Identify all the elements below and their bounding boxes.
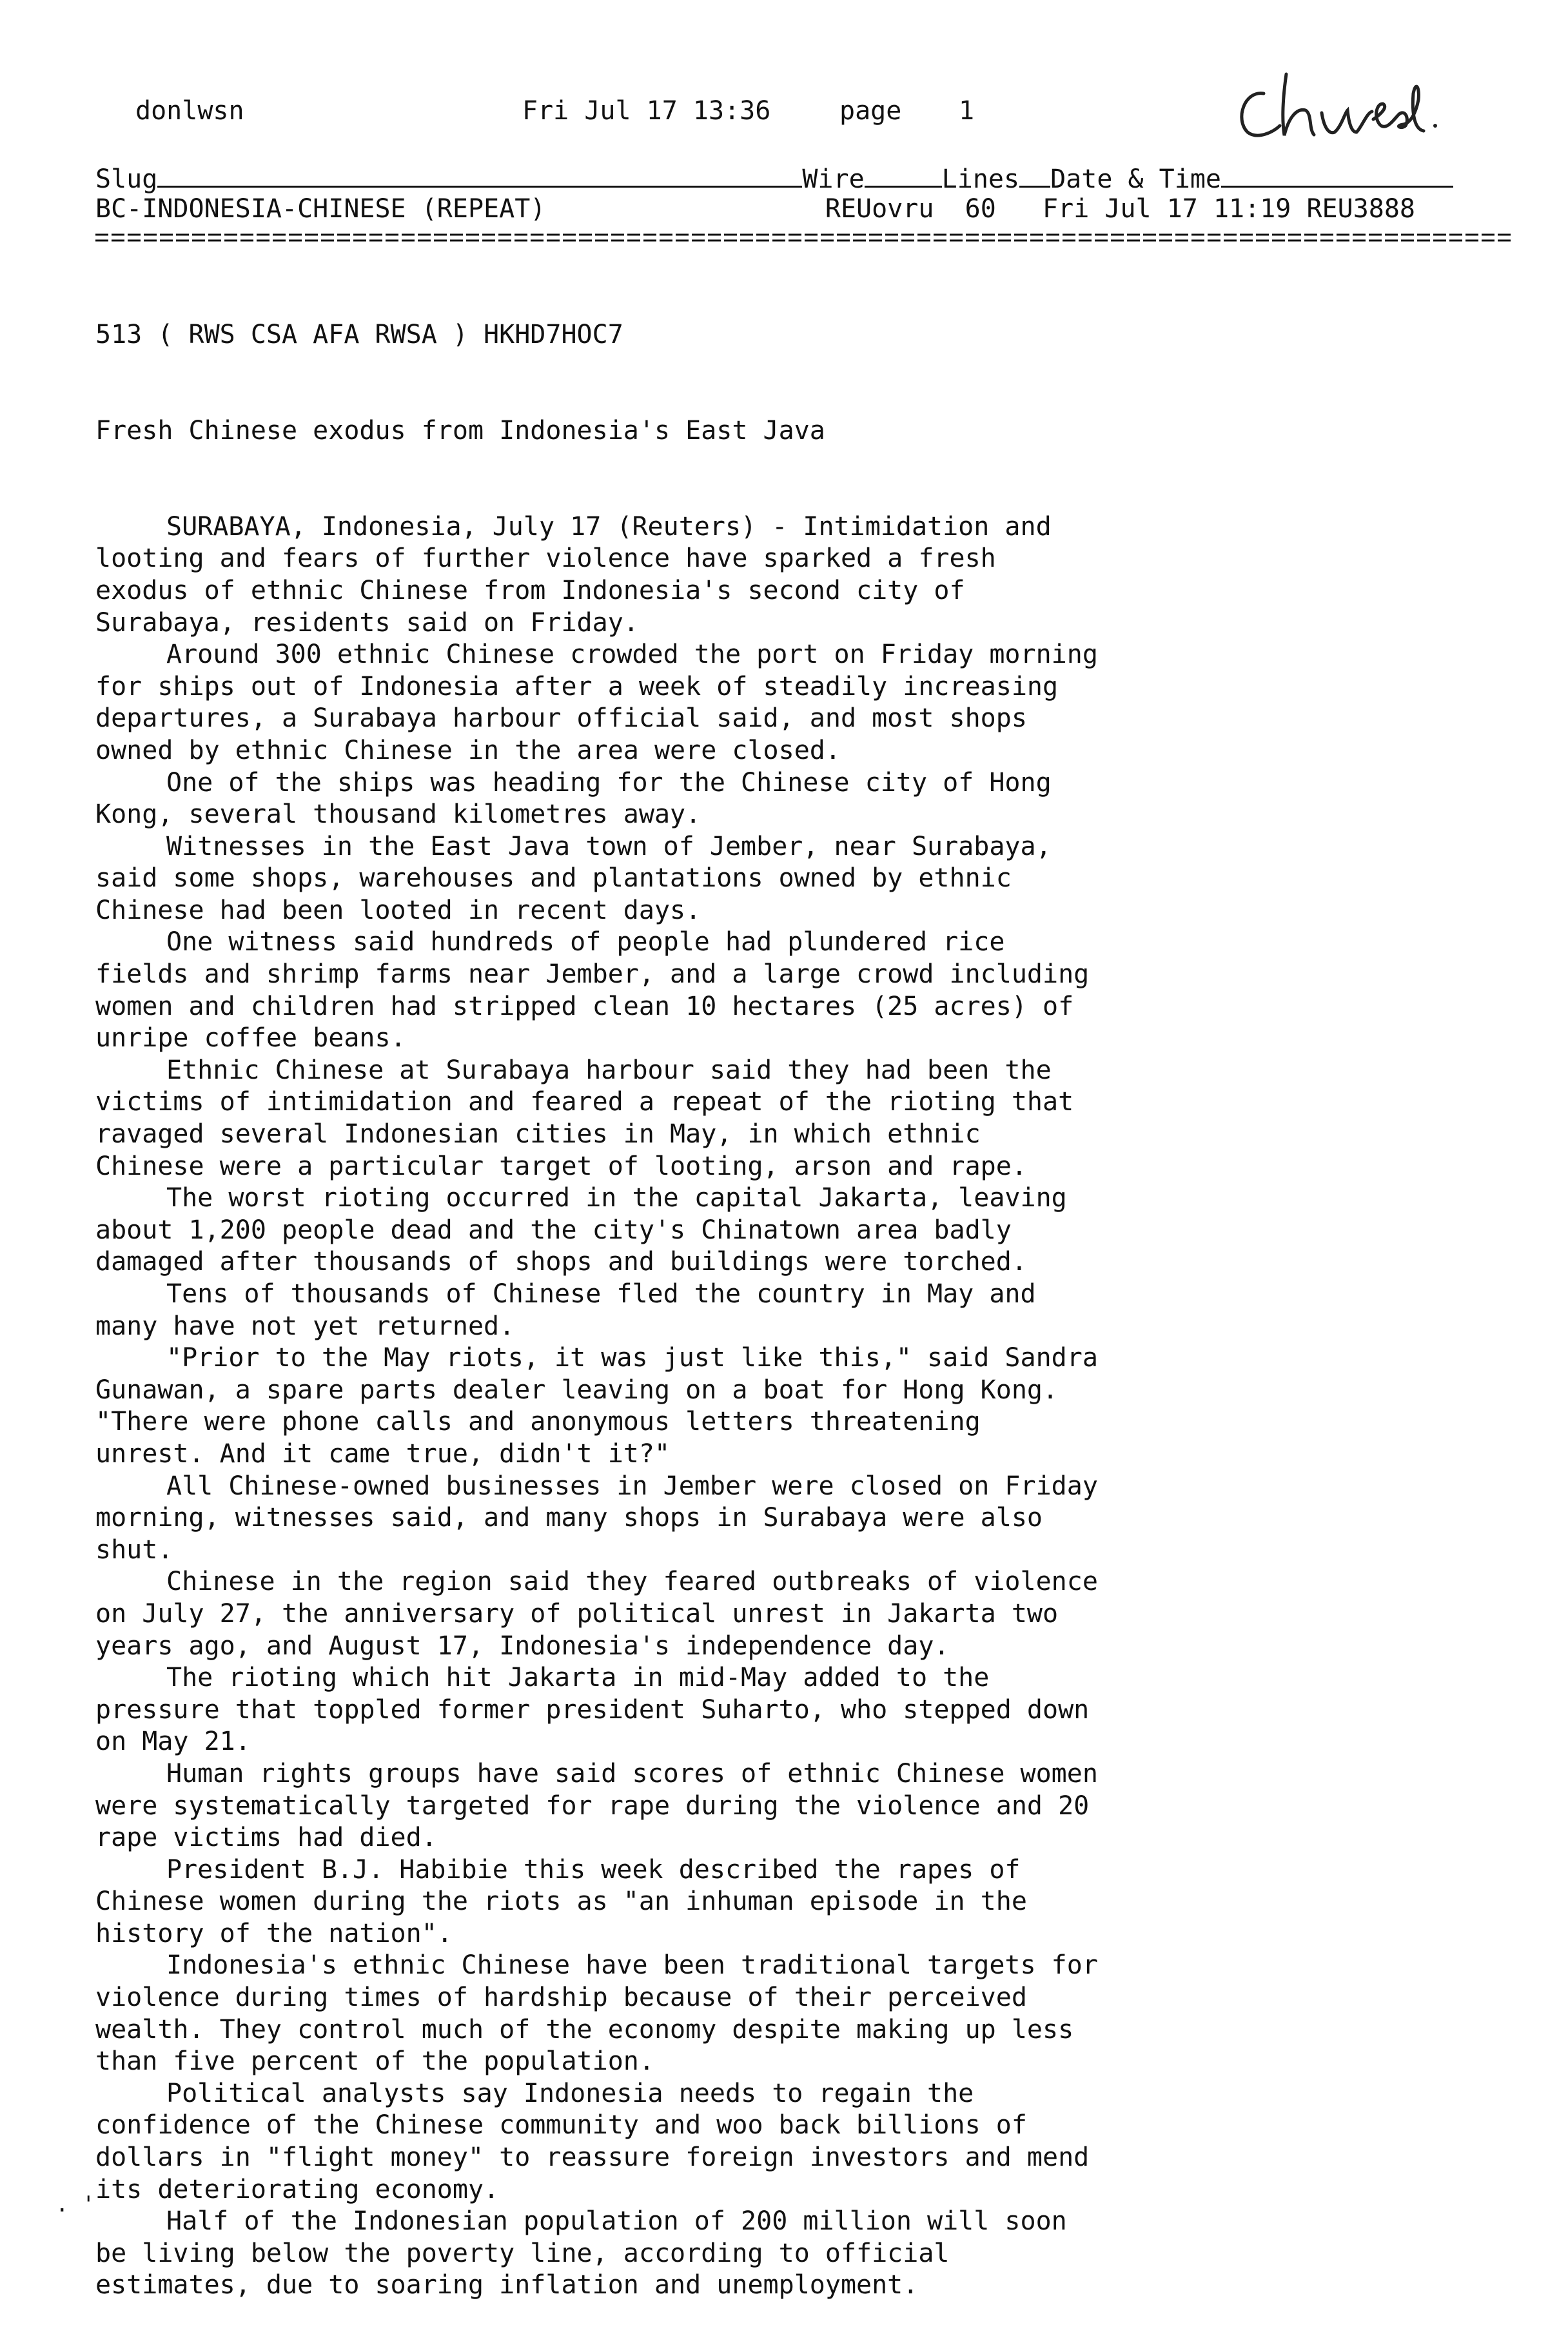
- article-line: said some shops, warehouses and plantations owned by ethnic: [95, 863, 1012, 894]
- slug-value: BC-INDONESIA-CHINESE (REPEAT): [95, 194, 546, 224]
- page-number: 1: [959, 96, 975, 126]
- article-line: One of the ships was heading for the Chinese city of Hong: [166, 767, 1052, 798]
- print-datetime: Fri Jul 17 13:36: [522, 96, 771, 126]
- double-dashed-rule: [95, 232, 1514, 244]
- article-line: looting and fears of further violence have sparked a fresh: [95, 544, 996, 574]
- wire-label: Wire: [802, 164, 865, 194]
- article-line: dollars in "flight money" to reassure foreign investors and mend: [95, 2143, 1090, 2173]
- article-line: history of the nation".: [95, 1918, 453, 1948]
- article-line: shut.: [95, 1535, 173, 1565]
- article-line: "There were phone calls and anonymous letters threatening: [95, 1407, 981, 1437]
- article-line: Kong, several thousand kilometres away.: [95, 799, 701, 830]
- date-time-underline: [1221, 161, 1453, 188]
- article-line: Chinese in the region said they feared outbreaks of violence: [166, 1567, 1098, 1597]
- article-line: SURABAYA, Indonesia, July 17 (Reuters) - Intimidation and: [166, 511, 1052, 542]
- article-line: fields and shrimp farms near Jember, and a large crowd including: [95, 959, 1090, 990]
- article-line: wealth. They control much of the economy despite making up less: [95, 2014, 1074, 2045]
- story-header-line: 513 ( RWS CSA AFA RWSA ) HKHD7HOC7: [95, 320, 623, 350]
- article-line: Indonesia's ethnic Chinese have been traditional targets for: [166, 1950, 1098, 1981]
- article-body: [95, 255, 1098, 2334]
- headline: Fresh Chinese exodus from Indonesia's East Java: [95, 415, 825, 446]
- article-line: years ago, and August 17, Indonesia's independence day.: [95, 1631, 950, 1661]
- lines-value: 60: [965, 194, 996, 224]
- slug-value-row: [95, 193, 1514, 226]
- article-line: women and children had stripped clean 10 hectares (25 acres) of: [95, 991, 1074, 1021]
- article-line: confidence of the Chinese community and woo back billions of: [95, 2110, 1027, 2141]
- article-line: were systematically targeted for rape during the violence and 20: [95, 1790, 1090, 1821]
- article-line: victims of intimidation and feared a repeat of the rioting that: [95, 1087, 1074, 1117]
- article-line: many have not yet returned.: [95, 1311, 515, 1341]
- article-lines: [95, 511, 1098, 2302]
- article-line: on May 21.: [95, 1727, 251, 1757]
- lines-underline: [1019, 161, 1050, 188]
- article-line: Half of the Indonesian population of 200 million will soon: [166, 2206, 1067, 2237]
- article-line: about 1,200 people dead and the city's Chinatown area badly: [95, 1215, 1012, 1245]
- article-line: Chinese women during the riots as "an inhuman episode in the: [95, 1887, 1027, 1917]
- article-line: owned by ethnic Chinese in the area were closed.: [95, 735, 841, 765]
- article-line: departures, a Surabaya harbour official said, and most shops: [95, 703, 1027, 734]
- article-line: unrest. And it came true, didn't it?": [95, 1438, 671, 1469]
- article-line: Human rights groups have said scores of ethnic Chinese women: [166, 1758, 1098, 1789]
- slug-underline: [157, 161, 802, 188]
- date-time-label: Date & Time: [1050, 164, 1221, 194]
- article-line: Tens of thousands of Chinese fled the country in May and: [166, 1279, 1036, 1309]
- article-line: damaged after thousands of shops and buildings were torched.: [95, 1247, 1027, 1277]
- article-line: Surabaya, residents said on Friday.: [95, 607, 639, 638]
- article-line: be living below the poverty line, according to official: [95, 2238, 950, 2268]
- article-line: Chinese had been looted in recent days.: [95, 895, 701, 925]
- slug-label: Slug: [95, 164, 158, 194]
- article-line: pressure that toppled former president Suharto, who stepped down: [95, 1694, 1090, 1725]
- article-line: Chinese were a particular target of looting, arson and rape.: [95, 1151, 1027, 1181]
- article-line: than five percent of the population.: [95, 2046, 654, 2077]
- wire-underline: [865, 161, 942, 188]
- page-label: page: [839, 96, 902, 126]
- article-line: unripe coffee beans.: [95, 1023, 406, 1054]
- handwritten-note: [1219, 68, 1451, 152]
- article-line: violence during times of hardship because of their perceived: [95, 1983, 1027, 2013]
- article-line: Around 300 ethnic Chinese crowded the port on Friday morning: [166, 640, 1098, 670]
- article-line: Gunawan, a spare parts dealer leaving on a boat for Hong Kong.: [95, 1375, 1059, 1405]
- article-line: estimates, due to soaring inflation and unemployment.: [95, 2270, 919, 2300]
- article-line: The rioting which hit Jakarta in mid-May added to the: [166, 1663, 990, 1693]
- article-line: President B.J. Habibie this week described the rapes of: [166, 1854, 1021, 1885]
- article-line: for ships out of Indonesia after a week of steadily increasing: [95, 671, 1059, 701]
- article-line: Political analysts say Indonesia needs to regain the: [166, 2078, 974, 2108]
- date-time-value: Fri Jul 17 11:19 REU3888: [1043, 194, 1416, 224]
- article-line: its deteriorating economy.: [95, 2174, 500, 2204]
- lines-label: Lines: [941, 164, 1020, 194]
- slug-label-row: [95, 161, 1514, 196]
- article-line: rape victims had died.: [95, 1823, 437, 1853]
- article-line: morning, witnesses said, and many shops in Surabaya were also: [95, 1503, 1043, 1533]
- article-line: on July 27, the anniversary of political unrest in Jakarta two: [95, 1598, 1059, 1629]
- article-line: ravaged several Indonesian cities in May, in which ethnic: [95, 1119, 981, 1150]
- file-name: donlwsn: [135, 96, 244, 126]
- article-line: exodus of ethnic Chinese from Indonesia's second city of: [95, 575, 965, 605]
- article-line: One witness said hundreds of people had plundered rice: [166, 927, 1005, 957]
- article-line: Ethnic Chinese at Surabaya harbour said they had been the: [166, 1055, 1052, 1085]
- article-line: All Chinese-owned businesses in Jember were closed on Friday: [166, 1471, 1098, 1501]
- stray-mark: . ': [55, 2192, 95, 2217]
- article-line: The worst rioting occurred in the capital Jakarta, leaving: [166, 1183, 1067, 1213]
- wire-value: REUovru: [825, 194, 934, 224]
- article-line: "Prior to the May riots, it was just like this," said Sandra: [166, 1343, 1098, 1373]
- article-line: Witnesses in the East Java town of Jember, near Surabaya,: [166, 831, 1052, 861]
